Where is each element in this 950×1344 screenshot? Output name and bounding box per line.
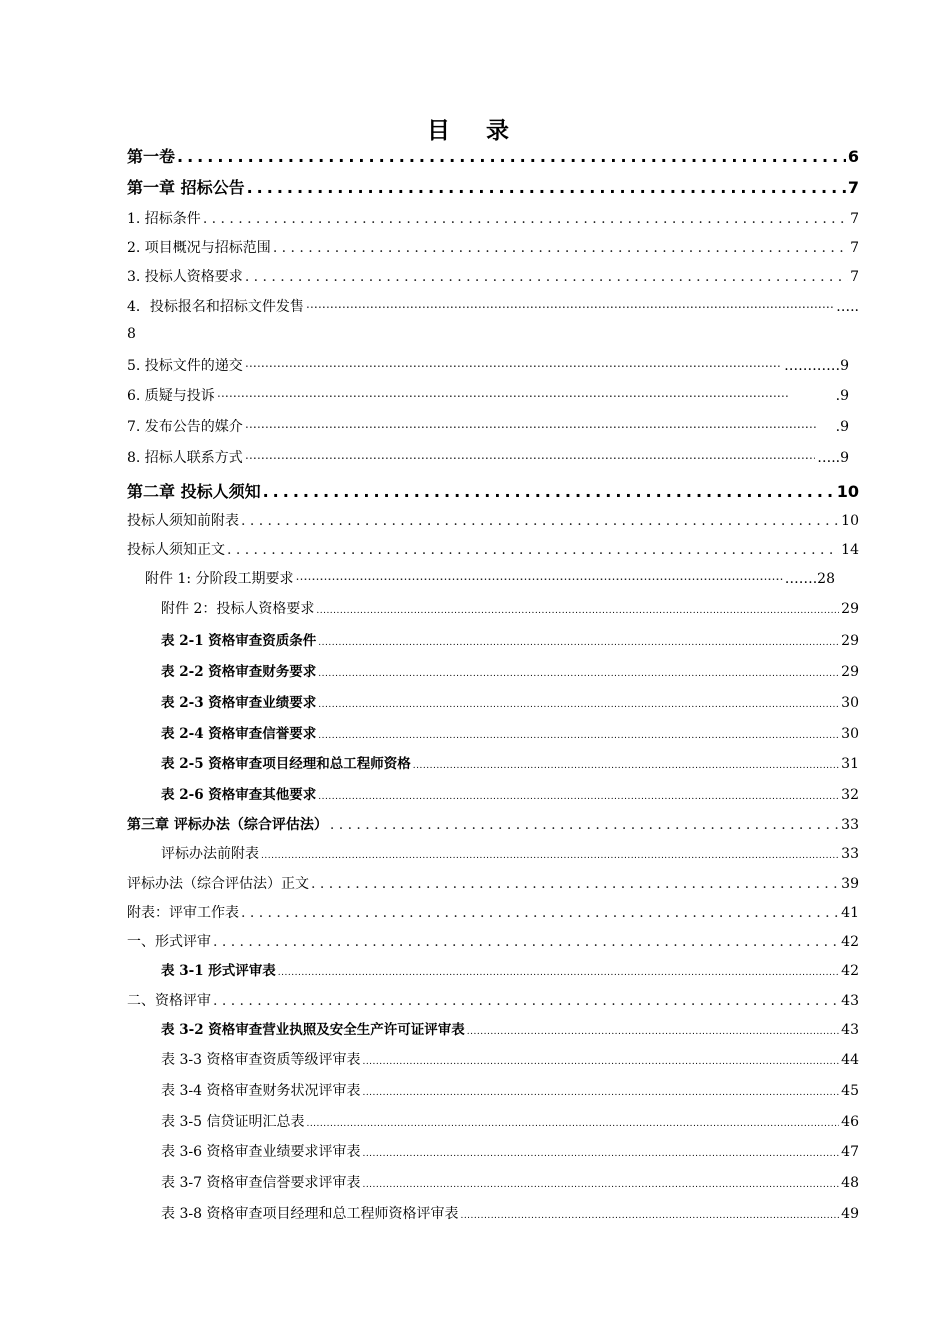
toc-page-number: 33 (841, 817, 859, 833)
table-title: 资格审查财务要求 (203, 664, 317, 680)
table-number: 表 2-4 (161, 726, 204, 742)
toc-page-number: 14 (841, 542, 859, 558)
toc-page-number: 6 (847, 147, 859, 166)
table-number: 表 3-1 (161, 963, 204, 979)
dot-leader (261, 846, 839, 862)
toc-entry-label (161, 959, 276, 979)
toc-entry-label: 第一卷 (127, 147, 176, 166)
toc-entry-label: 一、形式评审 (127, 934, 211, 950)
toc-entry[interactable] (127, 902, 859, 922)
toc-entry-label: 二、资格评审 (127, 993, 211, 1009)
toc-entry[interactable] (161, 691, 859, 711)
table-title: 资格审查营业执照及安全生产许可证评审表 (203, 1022, 465, 1038)
dot-leader (460, 1206, 839, 1222)
dot-leader (413, 756, 839, 772)
toc-entry-label: 5. 投标文件的递交 (127, 358, 243, 374)
toc-page-number: …….28 (784, 571, 835, 587)
dot-leader (177, 147, 846, 166)
toc-entry[interactable] (127, 990, 859, 1010)
toc-entry[interactable] (127, 931, 859, 951)
toc-entry[interactable] (161, 1049, 859, 1069)
toc-entry[interactable] (127, 416, 849, 436)
toc-entry[interactable] (161, 629, 859, 649)
dot-leader (318, 695, 839, 711)
toc-entry[interactable] (127, 208, 859, 228)
dot-leader (318, 787, 839, 803)
dot-leader (306, 299, 834, 315)
toc-entry-label: 第三章 评标办法（综合评估法） (127, 817, 328, 833)
toc-page-number: ….. (836, 299, 859, 315)
toc-page-number: 31 (841, 756, 859, 772)
toc-entry[interactable] (161, 1111, 859, 1131)
toc-entry-label: 评标办法前附表 (161, 846, 259, 862)
toc-entry-label: 投标人须知正文 (127, 542, 225, 558)
dot-leader (316, 601, 839, 617)
toc-page-number: 43 (841, 993, 859, 1009)
toc-entry-label (161, 722, 316, 742)
table-title: 资格审查资质条件 (203, 633, 317, 649)
toc-entry[interactable] (161, 843, 859, 863)
dot-leader (245, 419, 834, 435)
toc-page-number: 29 (841, 664, 859, 680)
dot-leader (311, 876, 839, 892)
toc-page-number: 29 (841, 633, 859, 649)
dot-leader (241, 905, 839, 921)
toc-entry-chapter-2[interactable] (127, 479, 859, 502)
toc-page-number: 45 (841, 1083, 859, 1099)
dot-leader (203, 211, 848, 227)
toc-page-number: 44 (841, 1052, 859, 1068)
toc-entry-label (161, 783, 316, 803)
dot-leader (318, 633, 839, 649)
toc-entry-label: 第一章 招标公告 (127, 178, 245, 197)
table-number: 表 2-3 (161, 695, 204, 711)
dot-leader (227, 542, 839, 558)
dot-leader (318, 664, 839, 680)
toc-entry[interactable] (161, 783, 859, 803)
table-number: 表 2-5 (161, 756, 204, 772)
dot-leader (318, 726, 839, 742)
toc-page-number: 42 (841, 963, 859, 979)
dot-leader (306, 1114, 839, 1130)
toc-page-number: 47 (841, 1144, 859, 1160)
toc-entry[interactable] (127, 510, 859, 530)
dot-leader (362, 1052, 839, 1068)
toc-entry[interactable] (161, 752, 859, 772)
toc-page-number: 33 (841, 846, 859, 862)
dot-leader (362, 1083, 839, 1099)
toc-entry[interactable] (127, 385, 849, 405)
toc-page-number: 32 (841, 787, 859, 803)
toc-entry-chapter-3[interactable] (127, 814, 859, 834)
table-title: 资格审查业绩要求 (203, 695, 317, 711)
toc-entry[interactable] (161, 598, 859, 618)
toc-page-number: …..9 (817, 450, 849, 466)
toc-page-number: 30 (841, 695, 859, 711)
dot-leader (362, 1175, 839, 1191)
toc-entry[interactable] (145, 568, 835, 588)
toc-entry[interactable] (161, 660, 859, 680)
toc-entry[interactable] (127, 355, 849, 375)
toc-entry[interactable] (127, 296, 859, 316)
table-number: 表 3-2 (161, 1022, 204, 1038)
toc-page-number: 7 (850, 269, 859, 285)
toc-entry-label: 4．投标报名和招标文件发售 (127, 299, 304, 315)
toc-page-number: 46 (841, 1114, 859, 1130)
toc-entry-label: 表 3-4 资格审查财务状况评审表 (161, 1083, 361, 1099)
dot-leader (278, 963, 839, 979)
toc-entry-label: 投标人须知前附表 (127, 513, 239, 529)
table-number: 表 2-6 (161, 787, 204, 803)
toc-entry[interactable] (127, 539, 859, 559)
dot-leader (263, 482, 835, 501)
toc-page-number: 39 (841, 876, 859, 892)
dot-leader (273, 240, 848, 256)
toc-entry-label: 表 3-3 资格审查资质等级评审表 (161, 1052, 361, 1068)
toc-entry-label: 2. 项目概况与招标范围 (127, 240, 271, 256)
toc-page-number: 10 (841, 513, 859, 529)
toc-entry[interactable] (127, 447, 849, 467)
table-number: 表 2-2 (161, 664, 204, 680)
toc-page-number: 49 (841, 1206, 859, 1222)
toc-entry-label: 第二章 投标人须知 (127, 482, 261, 501)
table-title: 资格审查信誉要求 (203, 726, 317, 742)
table-title: 资格审查项目经理和总工程师资格 (203, 756, 411, 772)
toc-page-number: …………9 (784, 358, 849, 374)
dot-leader (245, 269, 848, 285)
toc-page-number: 10 (836, 482, 859, 501)
toc-entry-label: 表 3-7 资格审查信誉要求评审表 (161, 1175, 361, 1191)
table-number: 表 2-1 (161, 633, 204, 649)
toc-entry[interactable] (161, 1172, 859, 1192)
toc-page-number: 7 (850, 240, 859, 256)
toc-entry-label (161, 752, 411, 772)
toc-entry[interactable] (161, 1141, 859, 1161)
dot-leader (467, 1022, 839, 1038)
toc-page-number: 7 (847, 178, 859, 197)
toc-entry-chapter-1[interactable] (127, 175, 859, 198)
toc-entry-label: 附表：评审工作表 (127, 905, 239, 921)
dot-leader (296, 571, 783, 587)
toc-entry-label: 7. 发布公告的媒介 (127, 419, 243, 435)
toc-page-number: 41 (841, 905, 859, 921)
toc-entry[interactable] (127, 873, 859, 893)
dot-leader (241, 513, 839, 529)
toc-entry-label: 表 3-8 资格审查项目经理和总工程师资格评审表 (161, 1206, 459, 1222)
dot-leader (245, 450, 815, 466)
dot-leader (330, 817, 839, 833)
toc-page-number: 43 (841, 1022, 859, 1038)
toc-entry-label: 附件 2：投标人资格要求 (161, 601, 315, 617)
toc-page-number: 7 (850, 211, 859, 227)
dot-leader (213, 934, 839, 950)
table-title: 资格审查其他要求 (203, 787, 317, 803)
toc-page-number: .9 (835, 419, 849, 435)
toc-entry[interactable] (161, 1203, 859, 1223)
dot-leader (217, 388, 834, 404)
toc-entry-label: 表 3-5 信贷证明汇总表 (161, 1114, 305, 1130)
toc-entry-label: 1. 招标条件 (127, 211, 201, 227)
toc-entry[interactable] (161, 1080, 859, 1100)
toc-page-number: 29 (841, 601, 859, 617)
toc-page-number: .9 (835, 388, 849, 404)
dot-leader (245, 358, 782, 374)
toc-title: 目 录 (426, 118, 523, 144)
toc-entry[interactable] (161, 722, 859, 742)
toc-entry-label: 评标办法（综合评估法）正文 (127, 876, 309, 892)
dot-leader (213, 993, 839, 1009)
toc-entry-label (161, 629, 316, 649)
toc-page-number: 42 (841, 934, 859, 950)
toc-entry[interactable] (127, 266, 859, 286)
toc-entry-label: 8. 招标人联系方式 (127, 450, 243, 466)
table-title: 形式评审表 (203, 963, 276, 979)
toc-entry[interactable] (161, 1018, 859, 1038)
toc-entry-label (161, 660, 316, 680)
toc-entry[interactable] (127, 237, 859, 257)
dot-leader (362, 1144, 839, 1160)
toc-entry-label (161, 1018, 465, 1038)
dot-leader (247, 178, 846, 197)
toc-page-number: 30 (841, 726, 859, 742)
toc-page-number: 48 (841, 1175, 859, 1191)
toc-entry-label (161, 691, 316, 711)
toc-entry[interactable] (161, 959, 859, 979)
toc-entry-volume-1[interactable] (127, 144, 859, 167)
toc-entry-label: 表 3-6 资格审查业绩要求评审表 (161, 1144, 361, 1160)
toc-entry-label: 3. 投标人资格要求 (127, 269, 243, 285)
toc-entry-label: 附件 1: 分阶段工期要求 (145, 571, 294, 587)
toc-page-number-continued: 8 (127, 326, 136, 342)
toc-entry-label: 6. 质疑与投诉 (127, 388, 215, 404)
